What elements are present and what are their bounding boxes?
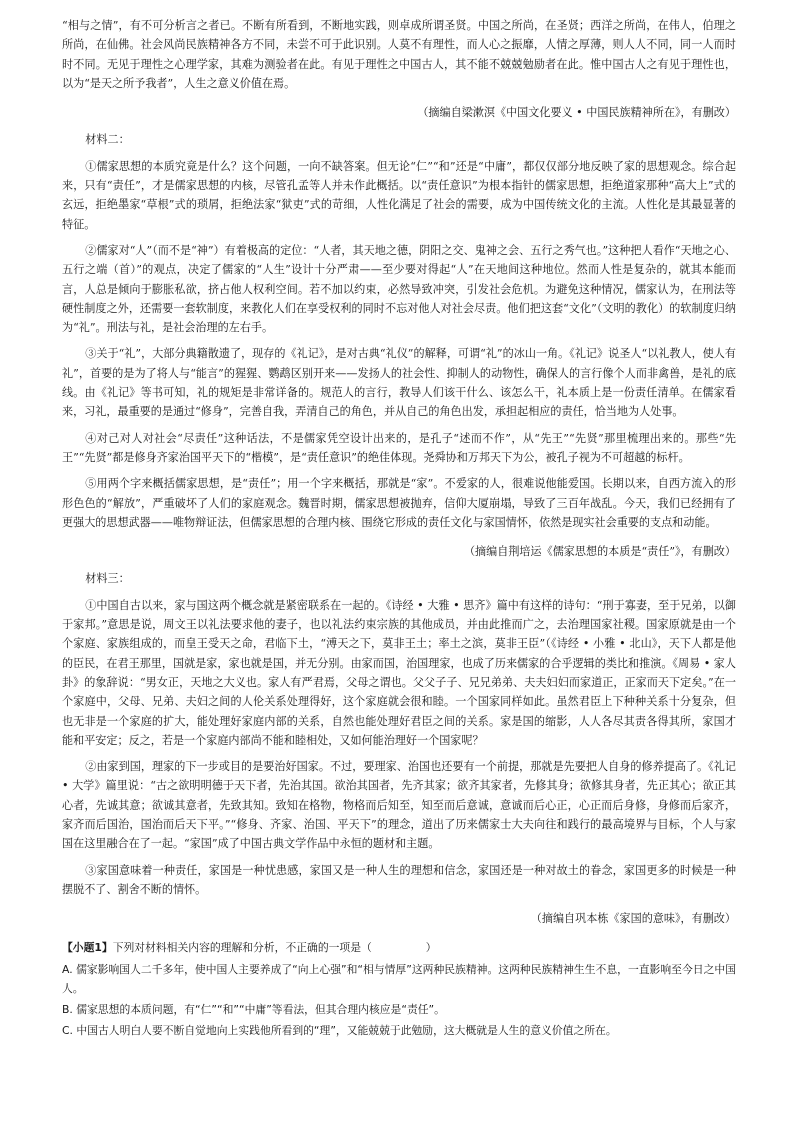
question-1-option-b: B. 儒家思想的本质问题，有“仁”“和”“中庸”等看法，但其合理内核应是“责任”。 — [62, 1002, 445, 1016]
material3-paragraph-2: ②由家到国，理家的下一步或目的是要治好国家。不过，要理家、治国也还要有一个前提，那就是先要把人自身的修养提高了。《礼记 • 大学》篇里说：“古之欲明明德于天下者，先治其国。欲治其国者，先齐其家；欲齐其家者，先修其身；欲修其身者，先正其心；欲正其心者，先诚其意；欲诚其意者，先致其知。致知在格物，物格而后知至，知至而后意诚，意诚而后心正，心正而后身修，身修而后家齐，家齐而后国治，国治而后天下平。”“修身、齐家、治国、平天下”的理念，道出了历来儒家士大夫向往和践行的最高境界与目标，个人与家国在这里融合在了一起。“家国”成了中国古典文学作品中永恒的题材和主题。 — [62, 760, 736, 851]
material3-source: （摘编自巩本栋《家国的意味》，有删改） — [530, 912, 736, 926]
material2-source: （摘编自荆培运《儒家思想的本质是“责任”》，有删改） — [463, 545, 736, 559]
material2-paragraph-2: ②儒家对“人”（而不是“神”）有着极高的定位：“人者，其天地之德，阴阳之交、鬼神之会、五行之秀气也。”这种把人看作“天地之心、五行之端（首）”的观点，决定了儒家的“人生”设计十分严肃——至少要对得起“人”在天地间这种地位。然而人性是复杂的，就其本能而言，人总是倾向于膨胀私欲，挤占他人权利空间。若不加以约束，必然导致冲突，引发社会危机。为避免这种情况，儒家认为，在刑法等硬性制度之外，还需要一套软制度，来教化人们在享受权利的同时不忘对他人对社会尽责。他们把这套“文化”（文明的教化）的软制度归纳为“礼”。刑法与礼，是社会治理的左右手。 — [62, 243, 736, 335]
material3-paragraph-3: ③家国意味着一种责任，家国是一种忧患感，家国又是一种人生的理想和信念，家国还是一种对故土的眷念，家国更多的时候是一种摆脱不了、割舍不断的情怀。 — [62, 863, 736, 896]
material1-tail-paragraph: “相与之情”，有不可分析言之者已。不断有所看到，不断地实践，则卓成所谓圣贤。中国之所尚，在圣贤；西洋之所尚，在伟人，伯理之所尚，在仙佛。社会风尚民族精神各方不同，未尝不可于此识别。人莫不有理性，而人心之振靡，人情之厚薄，则人人不同，同一人而时时不同。无见于理性之心理学家，其难为测验者在此。有见于理性之中国古人，其不能不兢兢勉励者在此。惟中国古人之有见于理性也，以为“是天之所予我者”，人生之意义价值在焉。 — [62, 19, 736, 90]
question-1-stem — [62, 938, 736, 957]
material2-paragraph-5: ⑤用两个字来概括儒家思想，是“责任”；用一个字来概括，那就是“家”。不爱家的人，很难说他能爱国。长期以来，自西方流入的形形色色的“解放”，严重破坏了人们的家庭观念。魏晋时期，儒家思想被抛弃，信仰大厦崩塌，导致了三百年战乱。今天，我们已经拥有了更强大的思想武器——唯物辩证法，但儒家思想的合理内核、围绕它形成的责任文化与家国情怀，依然是现实社会重要的支点和动能。 — [62, 477, 736, 529]
material2-paragraph-4: ④对己对人对社会“尽责任”这种话法，不是儒家凭空设计出来的，是孔子“述而不作”，从“先王”“先贤”那里梳理出来的。那些“先王”“先贤”都是修身齐家治国平天下的“楷模”，是“责任意识”的绝佳体现。尧舜协和万邦天下为公，被孔子视为不可超越的标杆。 — [62, 431, 736, 464]
material3-label: 材料三： — [85, 572, 130, 586]
material1-source: （摘编自梁漱溟《中国文化要义 • 中国民族精神所在》，有删改） — [417, 106, 736, 120]
question-1-option-c: C. 中国古人明白人要不断自觉地向上实践他所看到的“理”，又能兢兢于此勉励，这大概就是人生的意义价值之所在。 — [62, 1023, 617, 1037]
material2-label: 材料二： — [85, 133, 130, 147]
question-1-number: 【小题1】 — [62, 941, 113, 955]
material2-paragraph-3: ③关于“礼”，大部分典籍散遗了，现存的《礼记》，是对古典“礼仪”的解释，可谓“礼”的冰山一角。《礼记》说圣人“以礼教人，使人有礼”，首要的是为了将人与“能言”的猩猩、鹦鹉区别开来——发扬人的社会性、抑制人的动物性，确保人的言行像个人而非禽兽，是礼的底线。由《礼记》等书可知，礼的规矩是非常详备的。规范人的言行，教导人们该干什么、该怎么干，礼本质上是一份责任清单。在儒家看来，习礼，最重要的是通过“修身”，完善自我，弄清自己的角色，并从自己的角色出发，承担起相应的责任，恰当地为人处事。 — [62, 347, 736, 419]
material2-paragraph-1: ①儒家思想的本质究竟是什么？这个问题，一向不缺答案。但无论“仁”“和”还是“中庸”，都仅仅部分地反映了家的思想观念。综合起来，只有“责任”，才是儒家思想的内核，尽管孔孟等人并未作此概括。以“责任意识”为根本指针的儒家思想，拒绝道家那种“高大上”式的玄远，拒绝墨家“草根”式的琐屑，拒绝法家“狱吏”式的苛细，人性化满足了社会的需要，成为中国传统文化的主流。人性化是其最显著的特征。 — [62, 159, 736, 231]
question-1-option-a: A. 儒家影响国人二千多年，使中国人主要养成了“向上心强”和“相与情厚”这两种民族精神。这两种民族精神生生不息，一直影响至今日之中国人。 — [62, 962, 736, 995]
material3-paragraph-1: ①中国自古以来，家与国这两个概念就是紧密联系在一起的。《诗经 • 大雅 • 思齐》篇中有这样的诗句：“刑于寡妻，至于兄弟，以御于家邦。”意思是说，周文王以礼法要求他的妻子，也以礼法约束宗族的其他成员，并由此推而广之，去治理国家社稷。国家原就是由一个个家庭、家族组成的，而皇王受天之命，君临下土，“溥天之下，莫非王土；率土之滨，莫非王臣”（《诗经 • 小雅 • 北山》，天下人都是他的臣民，在君王那里，国就是家，家也就是国，并无分别。由家而国，治国理家，也成了历来儒家的合乎逻辑的类比和推演。《周易 • 家人卦》的象辞说：“男女正，天地之大义也。家人有严君焉，父母之谓也。父父子子、兄兄弟弟、夫夫妇妇而家道正，正家而天下定矣。”在一个家庭中，父母、兄弟、夫妇之间的人伦关系处理得好，这个家庭就会很和睦。一个国家同样如此。虽然君臣上下种种关系十分复杂，但也无非是一个家庭的扩大，能处理好家庭内部的关系，自然也能处理好君臣之间的关系。家是国的缩影，人人各尽其责各得其所，家国才能和平安定；反之，若是一个家庭内部尚不能和睦相处，又如何能治理好一个国家呢？ — [62, 598, 736, 747]
question-1-text: 下列对材料相关内容的理解和分析，不正确的一项是（ ） — [112, 941, 437, 955]
